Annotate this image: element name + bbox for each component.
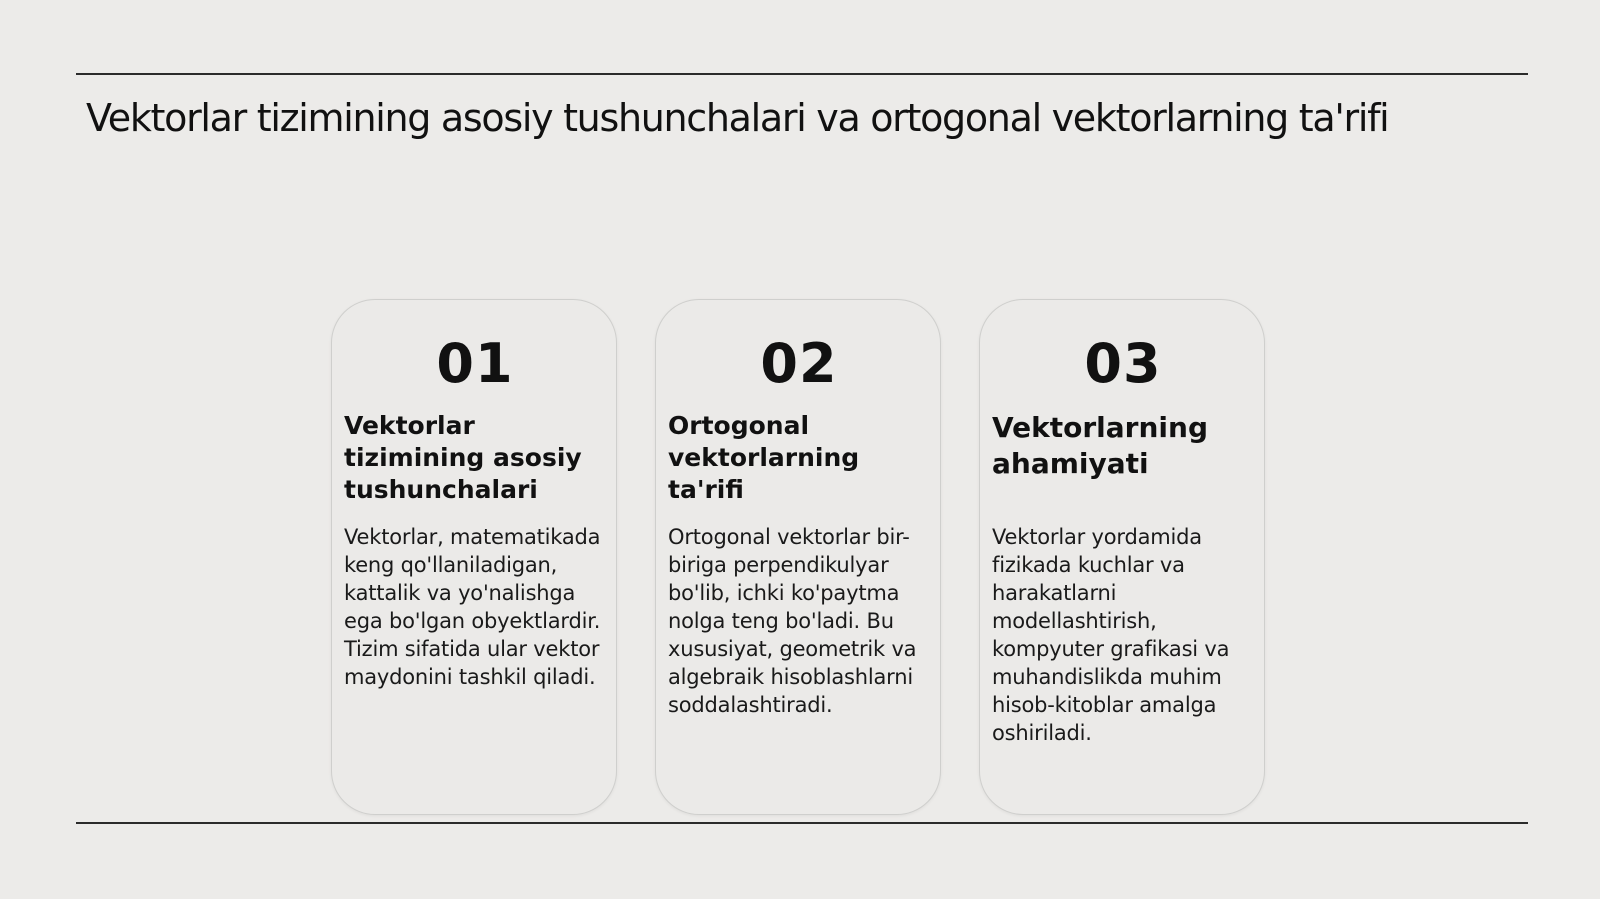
card-text: Vektorlar, matematikada keng qo'llaniladigan, kattalik va yo'nalishga ega bo'lgan obyektlardir. Tizim sifatida ular vektor maydonini tashkil qiladi. [344,525,601,689]
bottom-divider [76,822,1528,824]
card-heading: Vektorlarning ahamiyati [992,411,1208,480]
slide-title: Vektorlar tizimining asosiy tushunchalari va ortogonal vektorlarning ta'rifi [86,96,1389,140]
card-heading: Ortogonal vektorlarning ta'rifi [668,411,860,504]
card-number: 02 [760,332,838,395]
card-text: Ortogonal vektorlar bir-biriga perpendikulyar bo'lib, ichki ko'paytma nolga teng bo'ladi. Bu xususiyat, geometrik va algebraik hisoblashlarni soddalashtiradi. [668,525,917,717]
card-1 [331,299,617,815]
top-divider [76,73,1528,75]
card-number: 01 [436,332,514,395]
card-3 [979,299,1265,815]
card-number: 03 [1084,332,1162,395]
card-text: Vektorlar yordamida fizikada kuchlar va harakatlarni modellashtirish, kompyuter grafikasi va muhandislikda muhim hisob-kitoblar amalga oshiriladi. [992,525,1230,745]
card-heading: Vektorlar tizimining asosiy tushunchalari [344,411,582,504]
card-2 [655,299,941,815]
